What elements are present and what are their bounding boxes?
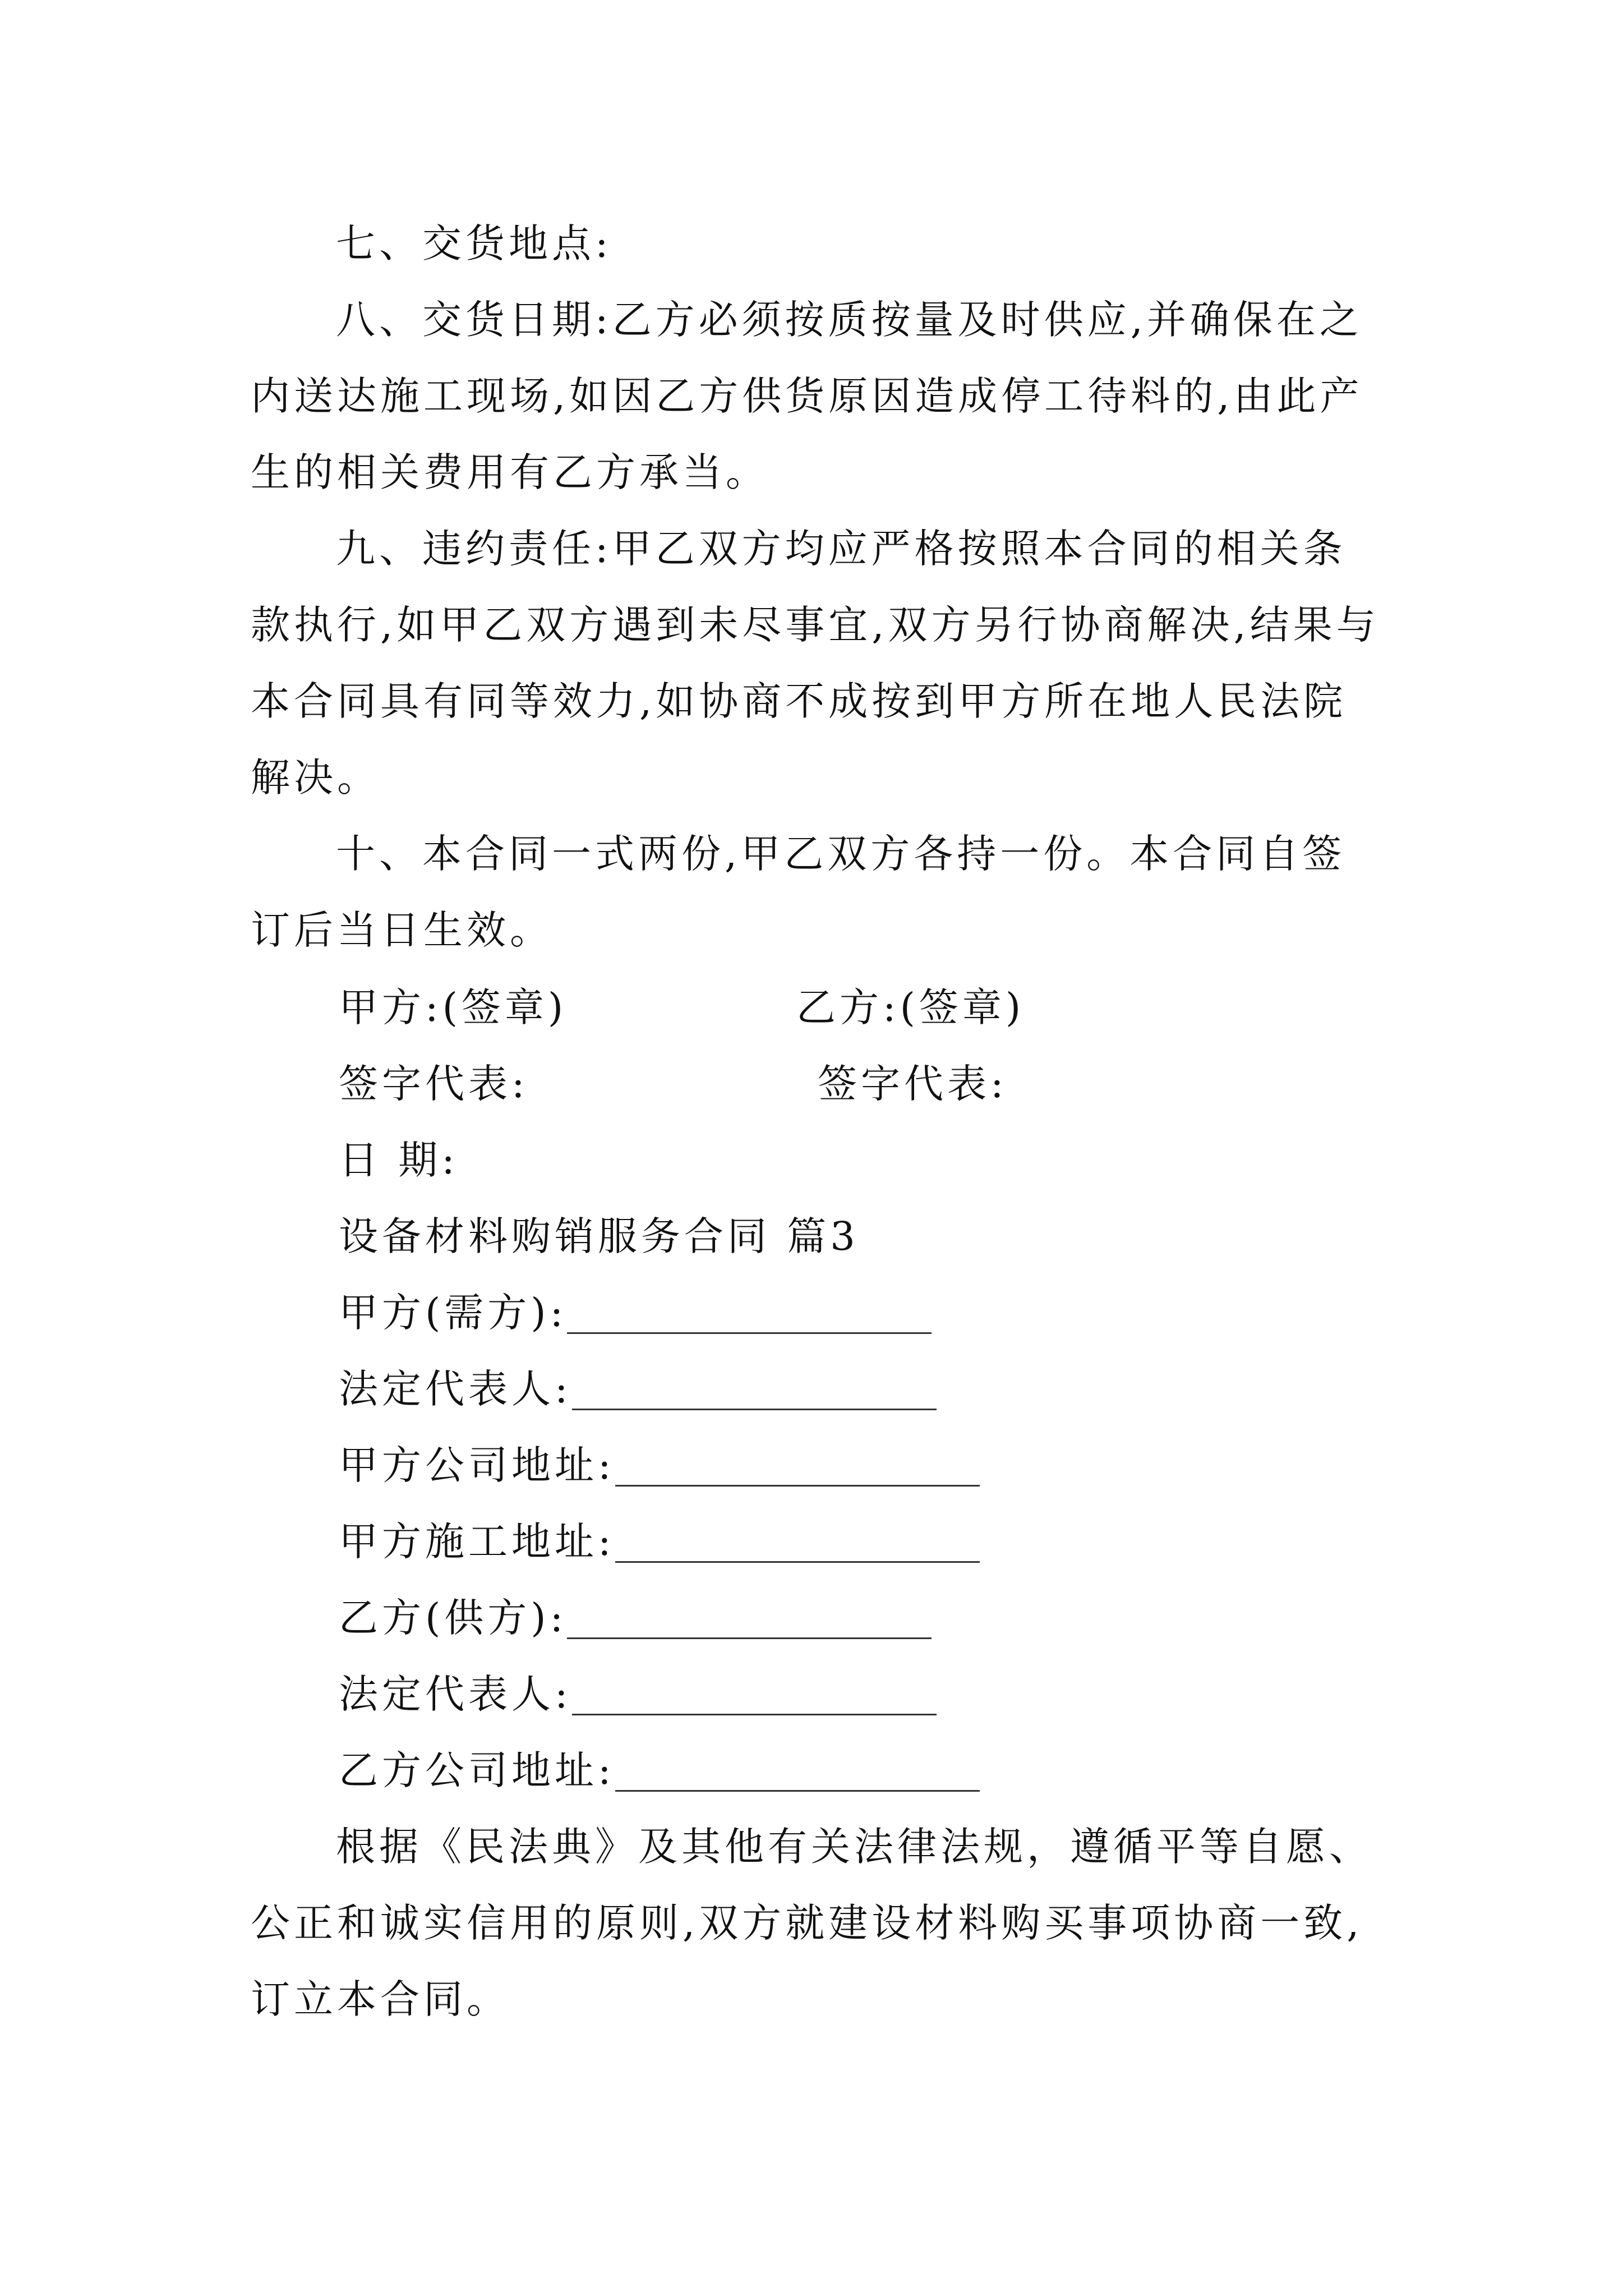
field-party-a-legal-rep: 法定代表人:	[339, 1351, 937, 1427]
signature-date: 日 期:	[339, 1137, 459, 1183]
blank-line	[572, 1674, 937, 1715]
contract-3-title: 设备材料购销服务合同 篇3	[339, 1213, 859, 1259]
section-7-delivery-place: 七、交货地点:	[336, 220, 612, 266]
field-party-a-site-address: 甲方施工地址:	[339, 1503, 980, 1580]
blank-line	[567, 1598, 932, 1639]
section-8-delivery-date: 八、交货日期:乙方必须按质按量及时供应,并确保在之内送达施工现场,如因乙方供货原因造成停工待料的,由此产生的相关费用有乙方承当。	[251, 297, 1363, 495]
blank-line	[615, 1522, 980, 1563]
section-9-breach-liability: 九、违约责任:甲乙双方均应严格按照本合同的相关条款执行,如甲乙双方遇到未尽事宜,双方另行协商解决,结果与本合同具有同等效力,如协商不成按到甲方所在地人民法院解决。	[251, 526, 1380, 800]
party-a-representative: 签字代表:	[339, 1061, 529, 1107]
party-b-seal: 乙方:(签章)	[796, 984, 1025, 1030]
field-party-b-company-address: 乙方公司地址:	[339, 1732, 980, 1809]
party-a-seal: 甲方:(签章)	[339, 984, 568, 1030]
blank-line	[567, 1293, 932, 1334]
contract-3-preamble: 根据《民法典》及其他有关法律法规，遵循平等自愿、公正和诚实信用的原则,双方就建设材料购买事项协商一致,订立本合同。	[251, 1824, 1372, 2022]
section-10-copies-effect: 十、本合同一式两份,甲乙双方各持一份。本合同自签订后当日生效。	[251, 831, 1346, 953]
field-party-b-legal-rep: 法定代表人:	[339, 1656, 937, 1732]
blank-line	[615, 1446, 980, 1487]
field-party-a-buyer: 甲方(需方):	[339, 1274, 932, 1351]
party-b-representative: 签字代表:	[818, 1061, 1008, 1107]
blank-line	[615, 1751, 980, 1792]
blank-line	[572, 1369, 937, 1410]
field-party-b-supplier: 乙方(供方):	[339, 1580, 932, 1656]
field-party-a-company-address: 甲方公司地址:	[339, 1427, 980, 1503]
contract-3-preamble-block	[251, 1809, 1384, 2037]
contract-body	[251, 205, 1384, 968]
